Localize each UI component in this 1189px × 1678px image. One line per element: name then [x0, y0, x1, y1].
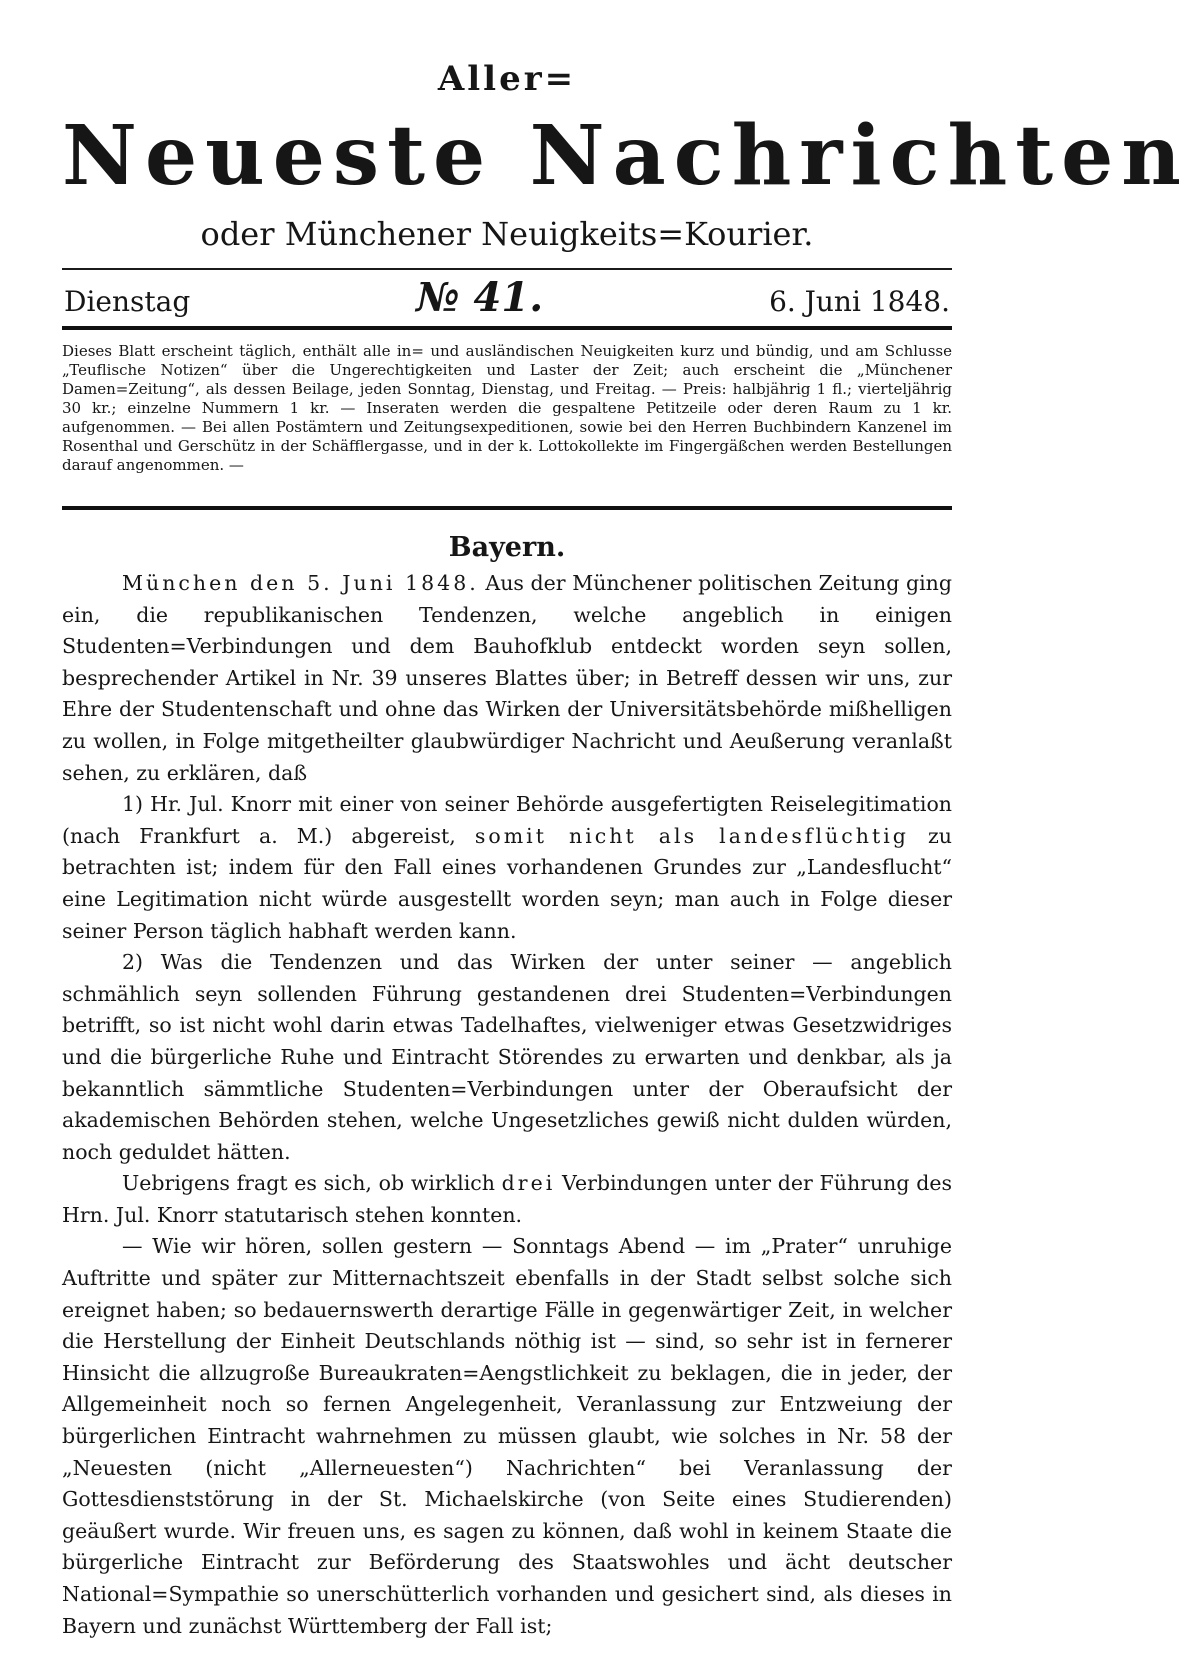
article-paragraph: [62, 568, 952, 789]
article-emphasis: drei: [501, 1171, 556, 1196]
article-paragraph: [62, 1231, 952, 1642]
article-bayern: [62, 568, 952, 1642]
article-dateline: München den 5. Juni 1848.: [122, 571, 479, 595]
dateline: [62, 270, 952, 326]
article-text: Uebrigens fragt es sich, ob wirklich: [122, 1171, 495, 1196]
subscription-notice: Dieses Blatt erscheint täglich, enthält alle in= und ausländischen Neuigkeiten kurz und bündig, und am Schlusse „Teuflische Notizen“ über die Ungerechtigkeiten und Laster der Zeit; auch erscheint die „Münchener Damen=Zeitung“, als dessen Beilage, jeden Sonntag, Dienstag, und Freitag. — Preis: halbjährig 1 fl.; vierteljährig 30 kr.; einzelne Nummern 1 kr. — Inseraten werden die gespaltene Petitzeile oder deren Raum zu 1 kr. aufgenommen. — Bei allen Postämtern und Zeitungsexpeditionen, sowie bei den Herren Buchbindern Kanzenel im Rosenthal und Gerschütz in der Schäfflergasse, und in der k. Lottokollekte im Fingergäßchen werden Bestellungen darauf angenommen. —: [62, 342, 952, 474]
masthead-subtitle: oder Münchener Neuigkeits=Kourier.: [200, 215, 814, 253]
article-emphasis: somit nicht als landesflüchtig: [474, 823, 909, 848]
weekday: Dienstag: [64, 285, 191, 318]
masthead-title: Neueste Nachrichten: [62, 108, 1189, 204]
issue-number: № 41.: [416, 274, 544, 321]
article-paragraph: [62, 947, 952, 1168]
section-heading: Bayern.: [448, 532, 566, 563]
masthead-kicker: Aller=: [437, 59, 577, 99]
article-text: zu betrachten ist; indem für den Fall eines vorhandenen Grundes zur „Landesflucht“ eine Legitimation nicht würde ausgestellt worden seyn; man auch in Folge dieser seiner Person täglich habhaft werden kann.: [62, 823, 952, 943]
article-paragraph: [62, 789, 952, 947]
article-text: 1) Hr. Jul. Knorr mit einer von seiner Behörde ausgefertigten Reiselegitimation (nach Frankfurt a. M.) abgereist,: [62, 792, 952, 848]
article-paragraph: [62, 1168, 952, 1231]
notice-rule: [62, 506, 952, 510]
issue-date: 6. Juni 1848.: [769, 285, 950, 318]
article-text: Verbindungen unter der Führung des Hrn. Jul. Knorr statutarisch stehen konnten.: [62, 1171, 952, 1227]
newspaper-page: [62, 40, 1189, 1660]
article-text: — Wie wir hören, sollen gestern — Sonntags Abend — im „Prater“ unruhige Auftritte und später zur Mitternachtszeit ebenfalls in der Stadt selbst solche sich ereignet haben; so bedauernswerth derartige Fälle in gegenwärtiger Zeit, in welcher die Herstellung der Einheit Deutschlands nöthig ist — sind, so sehr ist in fernerer Hinsicht die allzugroße Bureaukraten=Aengstlichkeit zu beklagen, die in jeder, der Allgemeinheit noch so fernen Angelegenheit, Veranlassung zur Entzweiung der bürgerlichen Eintracht wahrnehmen zu müssen glaubt, wie solches in Nr. 58 der „Neuesten (nicht „Allerneuesten“) Nachrichten“ bei Veranlassung der Gottesdienststörung in der St. Michaelskirche (von Seite eines Studierenden) geäußert wurde. Wir freuen uns, es sagen zu können, daß wohl in keinem Staate die bürgerliche Eintracht zur Beförderung des Staatswohles und ächt deutscher National=Sympathie so unerschütterlich vorhanden und gesichert sind, als dieses in Bayern und zunächst Württemberg der Fall ist;: [62, 1234, 952, 1638]
article-text: 2) Was die Tendenzen und das Wirken der unter seiner — angeblich schmählich seyn sollenden Führung gestandenen drei Studenten=Verbindungen betrifft, so ist nicht wohl darin etwas Tadelhaftes, vielweniger etwas Gesetzwidriges und die bürgerliche Ruhe und Eintracht Störendes zu erwarten und denkbar, als ja bekanntlich sämmtliche Studenten=Verbindungen unter der Oberaufsicht der akademischen Behörden stehen, welche Ungesetzliches gewiß nicht dulden würden, noch geduldet hätten.: [62, 950, 952, 1164]
article-text: Aus der Münchener politischen Zeitung ging ein, die republikanischen Tendenzen, welche angeblich in einigen Studenten=Verbindungen und dem Bauhofklub entdeckt worden seyn sollen, besprechender Artikel in Nr. 39 unseres Blattes über; in Betreff dessen wir uns, zur Ehre der Studentenschaft und ohne das Wirken der Universitätsbehörde mißhelligen zu wollen, in Folge mitgetheilter glaubwürdiger Nachricht und Aeußerung veranlaßt sehen, zu erklären, daß: [62, 571, 952, 785]
